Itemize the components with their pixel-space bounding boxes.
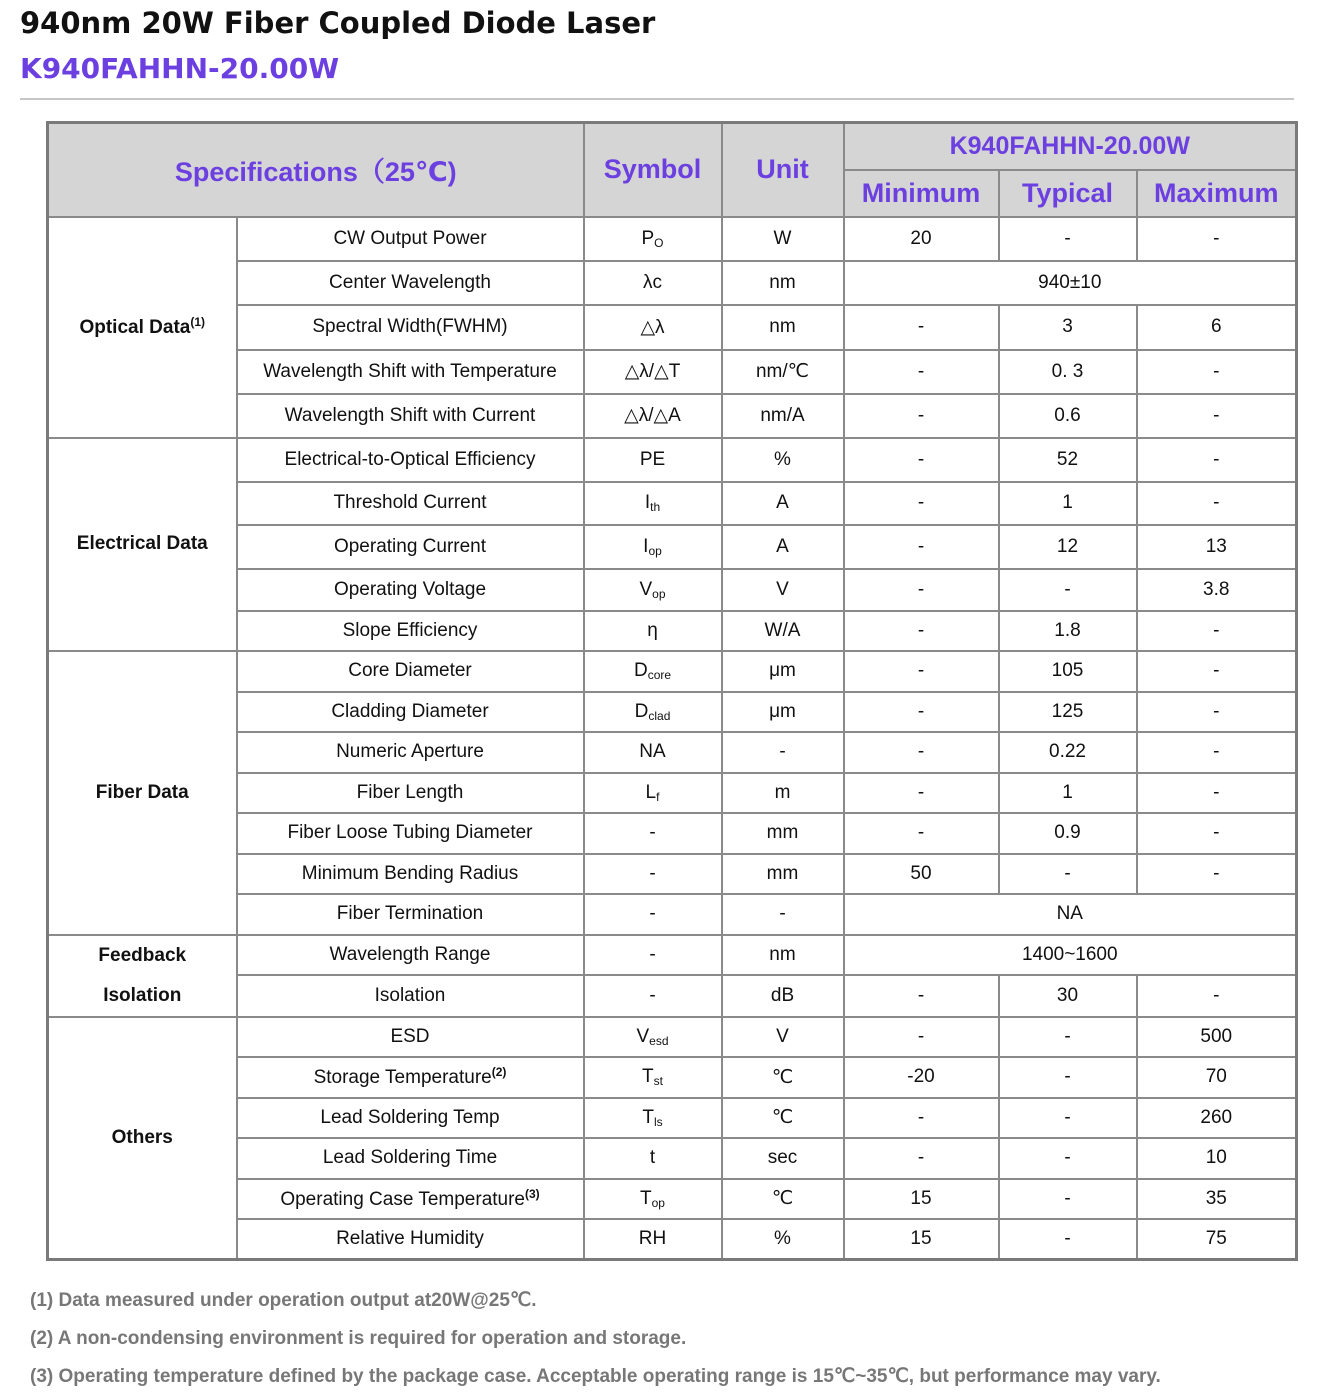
param-symbol: t — [584, 1138, 722, 1179]
param-name: Wavelength Range — [237, 935, 584, 975]
param-name: Fiber Loose Tubing Diameter — [237, 813, 584, 854]
header-minimum: Minimum — [844, 170, 999, 217]
param-name: Lead Soldering Temp — [237, 1098, 584, 1138]
table-row — [48, 217, 1297, 261]
param-typ: - — [999, 1098, 1137, 1138]
param-name: Minimum Bending Radius — [237, 854, 584, 894]
param-min: - — [844, 813, 999, 854]
param-unit: - — [722, 894, 844, 935]
param-name: Fiber Termination — [237, 894, 584, 935]
group-label: Optical Data — [79, 317, 191, 338]
param-unit: ℃ — [722, 1098, 844, 1138]
param-name: Fiber Length — [237, 773, 584, 813]
param-value-span: 940±10 — [844, 261, 1297, 305]
header-unit: Unit — [722, 123, 844, 217]
param-name: Wavelength Shift with Current — [237, 394, 584, 438]
param-name: Storage Temperature$^{(2)}$ — [237, 1057, 584, 1098]
param-max: - — [1137, 350, 1297, 394]
param-symbol: △λ/△A — [584, 394, 722, 438]
model-number: K940FAHHN-20.00W — [20, 52, 340, 85]
param-symbol: $V_{op}$ — [584, 569, 722, 611]
footnote-1: (1) Data measured under operation output at20W@25℃. — [30, 1290, 537, 1311]
param-max: - — [1137, 854, 1297, 894]
param-symbol: λc — [584, 261, 722, 305]
param-max: - — [1137, 394, 1297, 438]
param-name: Threshold Current — [237, 482, 584, 525]
param-typ: - — [999, 854, 1137, 894]
param-typ: - — [999, 569, 1137, 611]
param-symbol: PE — [584, 438, 722, 482]
param-symbol: $I_{op}$ — [584, 525, 722, 569]
param-unit: nm — [722, 261, 844, 305]
param-max: - — [1137, 732, 1297, 773]
param-symbol: $T_{op}$ — [584, 1179, 722, 1219]
param-symbol: - — [584, 813, 722, 854]
param-name: Operating Current — [237, 525, 584, 569]
param-typ: - — [999, 1179, 1137, 1219]
param-min: - — [844, 482, 999, 525]
footnotes — [30, 1289, 1161, 1398]
param-typ: - — [999, 1138, 1137, 1179]
param-unit: μm — [722, 651, 844, 692]
param-name: ESD — [237, 1017, 584, 1057]
group-fiber-data: Fiber Data — [48, 651, 237, 935]
param-name: Core Diameter — [237, 651, 584, 692]
param-min: - — [844, 732, 999, 773]
param-max: 3.8 — [1137, 569, 1297, 611]
param-min: - — [844, 350, 999, 394]
param-unit: % — [722, 1219, 844, 1260]
param-name: Spectral Width(FWHM) — [237, 305, 584, 350]
param-min: 15 — [844, 1219, 999, 1260]
param-typ: - — [999, 1057, 1137, 1098]
param-symbol: $I_{th}$ — [584, 482, 722, 525]
footnote-2: (2) A non-condensing environment is required for operation and storage. — [30, 1328, 687, 1349]
footnote-marker: (1) — [190, 315, 206, 329]
param-typ: 0.6 — [999, 394, 1137, 438]
table-row — [48, 651, 1297, 692]
param-min: - — [844, 1138, 999, 1179]
param-min: - — [844, 975, 999, 1017]
table-row — [48, 935, 1297, 975]
footnote-marker: (3) — [525, 1186, 540, 1201]
param-min: 50 — [844, 854, 999, 894]
param-name: Operating Voltage — [237, 569, 584, 611]
param-symbol: RH — [584, 1219, 722, 1260]
param-max: 13 — [1137, 525, 1297, 569]
param-typ: 0.22 — [999, 732, 1137, 773]
param-typ: - — [999, 217, 1137, 261]
param-symbol: $L_f$ — [584, 773, 722, 813]
param-unit: V — [722, 569, 844, 611]
table-body — [48, 217, 1297, 1260]
param-min: - — [844, 569, 999, 611]
header-maximum: Maximum — [1137, 170, 1297, 217]
param-unit: - — [722, 732, 844, 773]
param-unit: mm — [722, 854, 844, 894]
table-row — [48, 1017, 1297, 1057]
param-max: 500 — [1137, 1017, 1297, 1057]
param-max: - — [1137, 813, 1297, 854]
group-label-line1: Feedback — [98, 944, 187, 966]
param-unit: W/A — [722, 611, 844, 651]
param-unit: V — [722, 1017, 844, 1057]
param-name: Slope Efficiency — [237, 611, 584, 651]
param-name: Electrical-to-Optical Efficiency — [237, 438, 584, 482]
group-optical-data — [48, 217, 237, 438]
param-symbol: $D_{core}$ — [584, 651, 722, 692]
param-typ: 1 — [999, 773, 1137, 813]
param-max: - — [1137, 482, 1297, 525]
param-typ: 0. 3 — [999, 350, 1137, 394]
param-max: - — [1137, 217, 1297, 261]
param-min: - — [844, 1017, 999, 1057]
header-specifications: Specifications（25℃) — [48, 123, 584, 217]
param-unit: W — [722, 217, 844, 261]
param-unit: A — [722, 525, 844, 569]
param-typ: 125 — [999, 692, 1137, 732]
param-name: Numeric Aperture — [237, 732, 584, 773]
param-max: - — [1137, 651, 1297, 692]
param-max: 260 — [1137, 1098, 1297, 1138]
group-label-line2: Isolation — [103, 984, 182, 1006]
param-unit: % — [722, 438, 844, 482]
param-max: - — [1137, 438, 1297, 482]
param-name: Cladding Diameter — [237, 692, 584, 732]
param-min: 20 — [844, 217, 999, 261]
param-name: CW Output Power — [237, 217, 584, 261]
param-symbol: △λ/△T — [584, 350, 722, 394]
table-row — [48, 438, 1297, 482]
param-unit: ℃ — [722, 1179, 844, 1219]
param-unit: ℃ — [722, 1057, 844, 1098]
param-max: 10 — [1137, 1138, 1297, 1179]
param-typ: 52 — [999, 438, 1137, 482]
title-divider — [20, 98, 1294, 100]
param-typ: 1 — [999, 482, 1137, 525]
footnote-3: (3) Operating temperature defined by the package case. Acceptable operating range is 15℃~35℃, but performance may vary. — [30, 1366, 1161, 1387]
param-min: - — [844, 692, 999, 732]
param-min: - — [844, 1098, 999, 1138]
param-value-span: NA — [844, 894, 1297, 935]
group-electrical-data: Electrical Data — [48, 438, 237, 651]
param-typ: - — [999, 1017, 1137, 1057]
header-model: K940FAHHN-20.00W — [844, 123, 1297, 170]
param-max: 70 — [1137, 1057, 1297, 1098]
param-typ: 1.8 — [999, 611, 1137, 651]
param-name: Wavelength Shift with Temperature — [237, 350, 584, 394]
param-unit: A — [722, 482, 844, 525]
param-min: 15 — [844, 1179, 999, 1219]
param-unit: nm — [722, 305, 844, 350]
param-unit: nm — [722, 935, 844, 975]
param-symbol: η — [584, 611, 722, 651]
param-max: - — [1137, 692, 1297, 732]
param-name: Center Wavelength — [237, 261, 584, 305]
header-symbol: Symbol — [584, 123, 722, 217]
param-symbol: - — [584, 975, 722, 1017]
param-unit: dB — [722, 975, 844, 1017]
header-typical: Typical — [999, 170, 1137, 217]
param-min: - — [844, 773, 999, 813]
param-unit: sec — [722, 1138, 844, 1179]
param-max: 75 — [1137, 1219, 1297, 1260]
param-symbol: - — [584, 894, 722, 935]
group-others: Others — [48, 1017, 237, 1260]
param-typ: 105 — [999, 651, 1137, 692]
param-symbol: $D_{clad}$ — [584, 692, 722, 732]
param-unit: m — [722, 773, 844, 813]
param-typ: 3 — [999, 305, 1137, 350]
param-min: -20 — [844, 1057, 999, 1098]
param-min: - — [844, 651, 999, 692]
param-max: 35 — [1137, 1179, 1297, 1219]
param-max: - — [1137, 611, 1297, 651]
param-min: - — [844, 394, 999, 438]
param-min: - — [844, 525, 999, 569]
param-typ: 12 — [999, 525, 1137, 569]
param-min: - — [844, 305, 999, 350]
param-min: - — [844, 611, 999, 651]
page-title: 940nm 20W Fiber Coupled Diode Laser — [20, 6, 656, 40]
param-typ: 30 — [999, 975, 1137, 1017]
specifications-table — [46, 121, 1298, 1261]
param-unit: nm/A — [722, 394, 844, 438]
param-symbol: NA — [584, 732, 722, 773]
param-value-span: 1400~1600 — [844, 935, 1297, 975]
param-typ: 0.9 — [999, 813, 1137, 854]
param-unit: nm/℃ — [722, 350, 844, 394]
param-symbol: △λ — [584, 305, 722, 350]
param-max: 6 — [1137, 305, 1297, 350]
param-typ: - — [999, 1219, 1137, 1260]
param-name: Lead Soldering Time — [237, 1138, 584, 1179]
param-min: - — [844, 438, 999, 482]
param-symbol: - — [584, 935, 722, 975]
footnote-marker: (2) — [491, 1065, 507, 1079]
param-name: Relative Humidity — [237, 1219, 584, 1260]
param-symbol: $P_O$ — [584, 217, 722, 261]
param-symbol: $T_{st}$ — [584, 1057, 722, 1098]
param-symbol: $T_{ls}$ — [584, 1098, 722, 1138]
group-feedback-isolation — [48, 935, 237, 1017]
param-max: - — [1137, 975, 1297, 1017]
param-max: - — [1137, 773, 1297, 813]
param-symbol: - — [584, 854, 722, 894]
param-symbol: $V_{esd}$ — [584, 1017, 722, 1057]
param-name: Operating Case Temperature$^{(3)}$ — [237, 1179, 584, 1219]
param-unit: μm — [722, 692, 844, 732]
param-name: Isolation — [237, 975, 584, 1017]
param-unit: mm — [722, 813, 844, 854]
